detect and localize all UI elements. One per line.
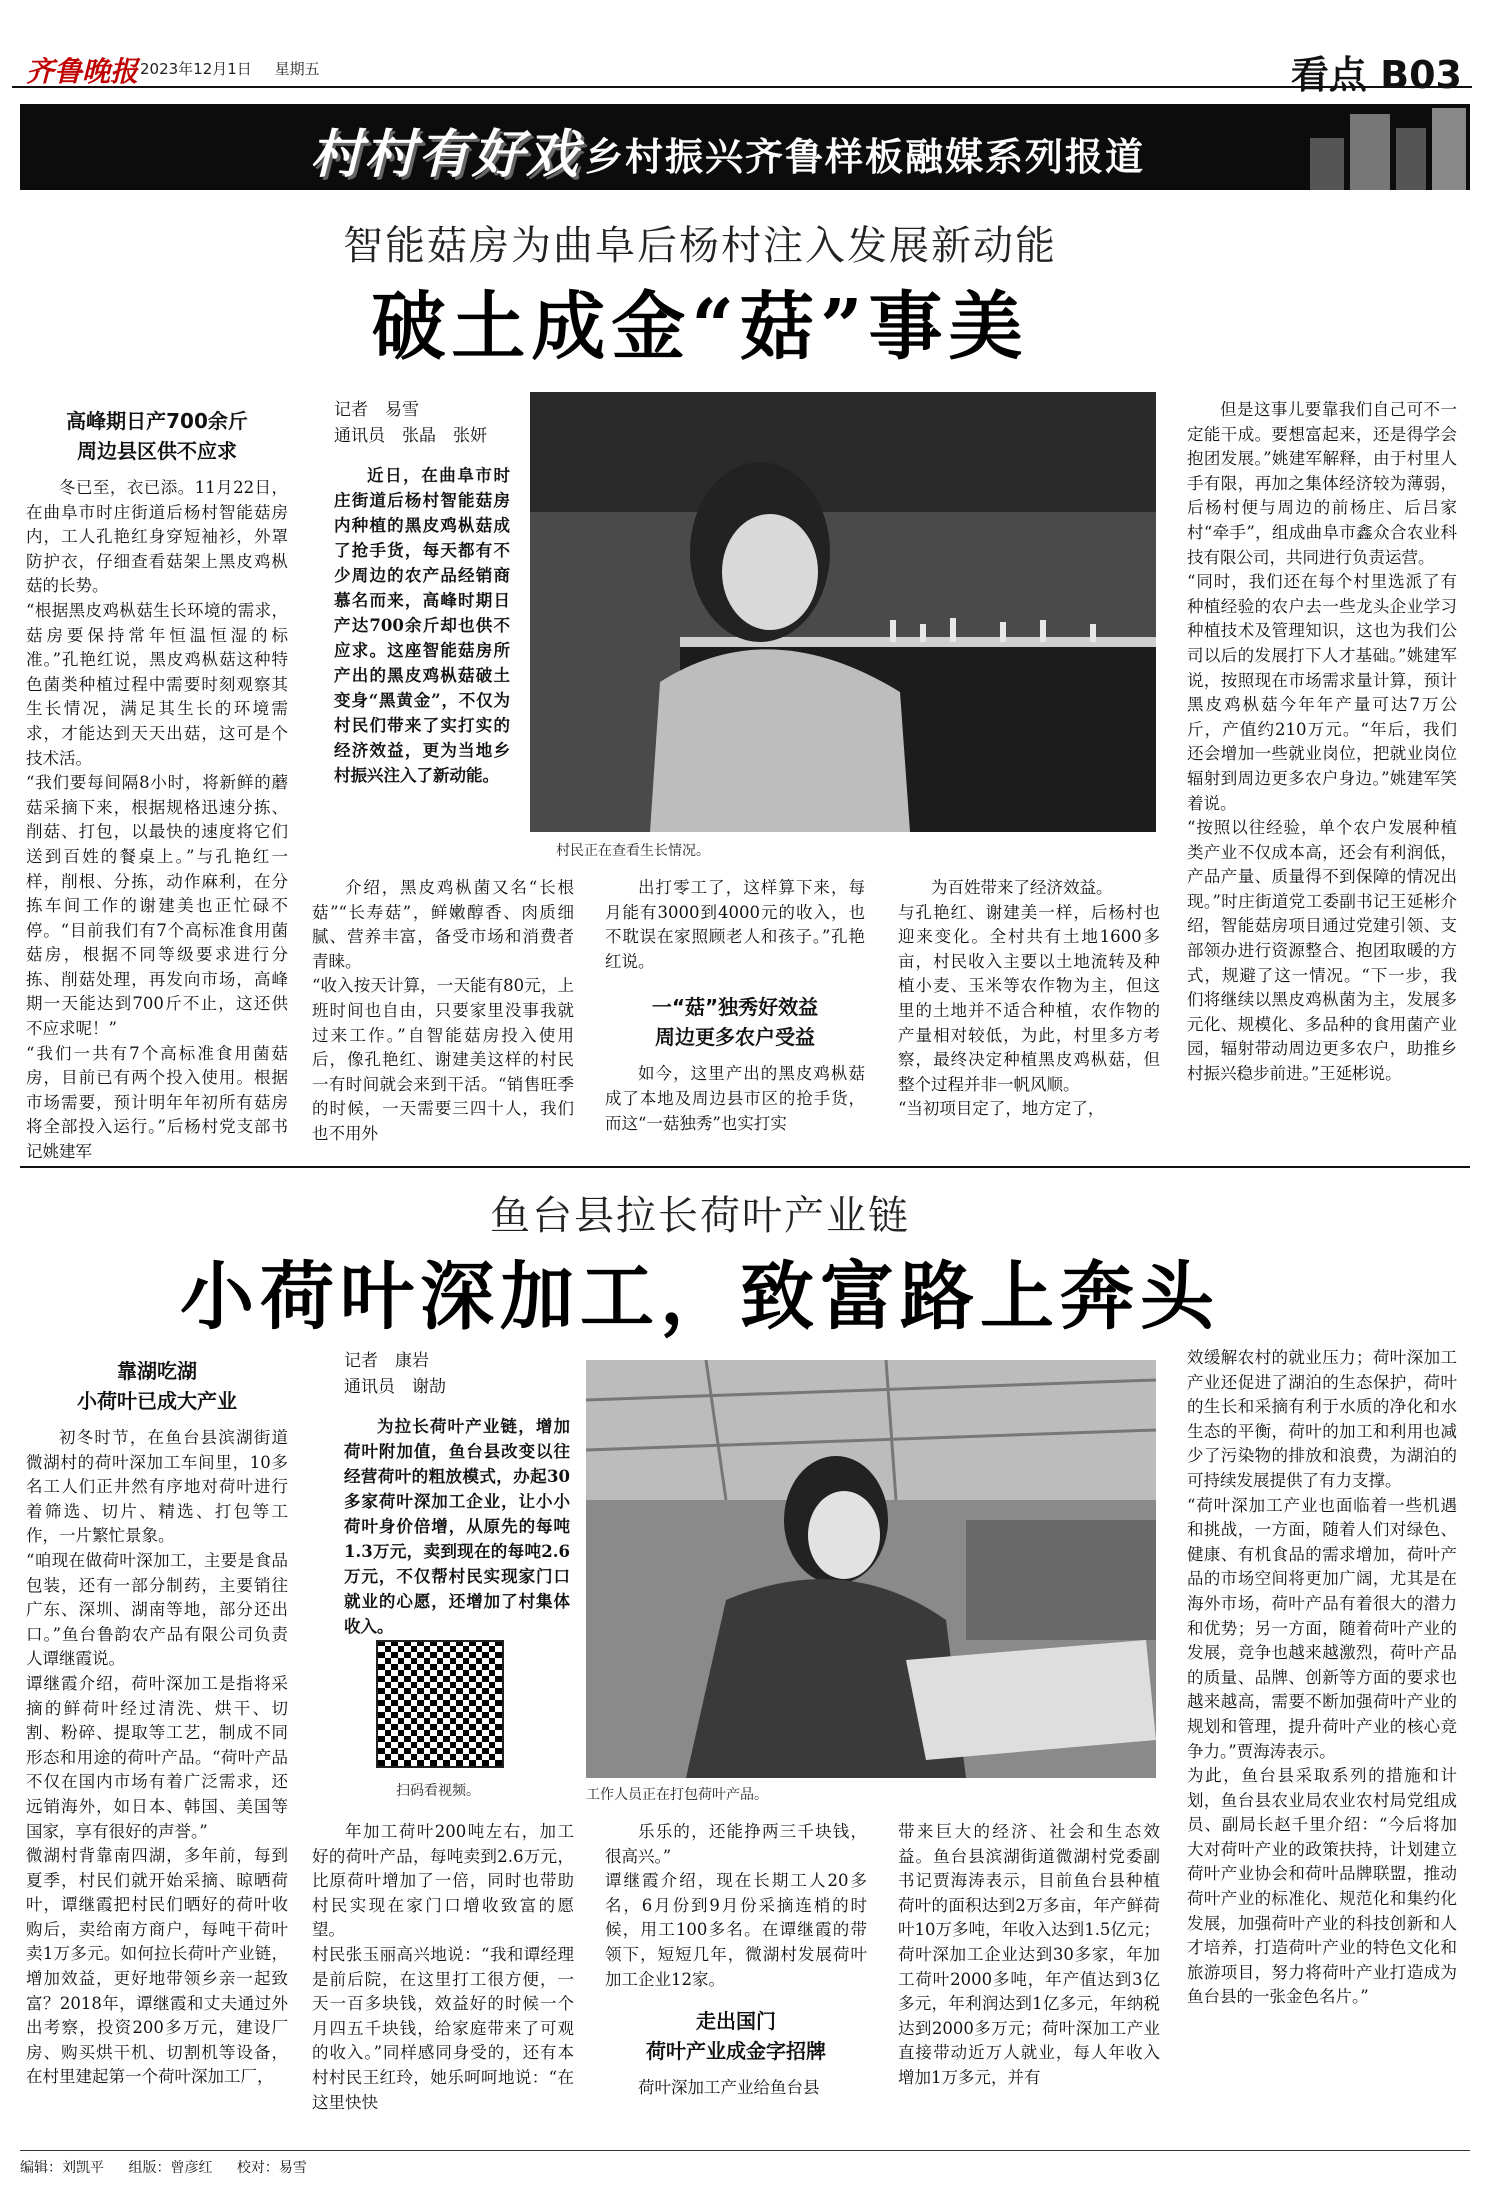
article1-reporter: 记者 易雪 (334, 400, 419, 420)
dateline (140, 58, 338, 79)
article2-column-3 (605, 1820, 867, 2101)
building-graphic (1350, 114, 1390, 190)
article2-lead: 为拉长荷叶产业链，增加荷叶附加值，鱼台县改变以往经营荷叶的粗放模式，办起30多家荷叶深加工企业，让小小荷叶身价倍增，从原先的每吨1.3万元，卖到现在的每吨2.6万元，不仅帮村民实现家门口就业的心愿，还增加了村集体收入。 (344, 1417, 570, 1636)
article1-section-head-2: 一“菇”独秀好效益 周边更多农户受益 (651, 995, 819, 1050)
article2-section-head-1: 靠湖吃湖 小荷叶已成大产业 (77, 1359, 237, 1413)
article1-column-1 (26, 400, 288, 1165)
masthead (12, 40, 1472, 97)
building-graphic (1396, 128, 1426, 190)
footer-proof: 校对：易雪 (236, 2160, 307, 2176)
article2-body-1: 初冬时节，在鱼台县滨湖街道微湖村的荷叶深加工车间里，10多名工人们正井然有序地对荷叶进行着筛选、切片、精选、打包等工作，一片繁忙景象。 “咱现在做荷叶深加工，主要是食品包装，还有一部分制药，主要销往广东、深圳、湖南等地，部分还出口。”鱼台鲁韵农产品有限公司负责人谭继霞说。 谭继霞介绍，荷叶深加工是指将采摘的鲜荷叶经过清洗、烘干、切割、粉碎、提取等工艺，制成不同形态和用途的荷叶产品。“荷叶产品不仅在国内市场有着广泛需求，还远销海外，如日本、韩国、美国等国家，享有很好的声誉。” 微湖村背靠南四湖，多年前，每到夏季，村民们就开始采摘、晾晒荷叶，谭继霞把村民们晒好的荷叶收购后，卖给南方商户，每吨干荷叶卖1万多元。如何拉长荷叶产业链，增加效益，更好地带领乡亲一起致富？2018年，谭继霞和丈夫通过外出考察，投资200多万元，建设厂房、购买烘干机、切割机等设备，在村里建起第一个荷叶深加工厂， (26, 1428, 288, 2087)
building-graphic (1310, 138, 1344, 190)
article1-lead: 近日，在曲阜市时庄街道后杨村智能菇房内种植的黑皮鸡枞菇成了抢手货，每天都有不少周边的农产品经销商慕名而来，高峰时期日产达700余斤却也供不应求。这座智能菇房所产出的黑皮鸡枞菇破土变身“黑黄金”，不仅为村民们带来了实打实的经济效益，更为当地乡村振兴注入了新动能。 (334, 466, 510, 785)
article2-column-5 (1187, 1346, 1457, 2010)
article2-section-head-2: 走出国门 荷叶产业成金字招牌 (646, 2009, 826, 2064)
article2-body-3b: 荷叶深加工产业给鱼台县 (638, 2078, 820, 2098)
building-graphic (1432, 108, 1466, 190)
article2-correspondent: 通讯员 谢劼 (344, 1377, 446, 1397)
article2-reporter: 记者 康岩 (344, 1351, 429, 1371)
article2-headline: 小荷叶深加工，致富路上奔头 (180, 1254, 1220, 1340)
issue-weekday: 星期五 (274, 60, 320, 78)
article1-body-2: 介绍，黑皮鸡枞菌又名“长根菇”“长寿菇”，鲜嫩醇香、肉质细腻、营养丰富，备受市场和消费者青睐。 “收入按天计算，一天能有80元，上班时间也自由，只要家里没事我就过来工作。”自智能菇房投入使用后，像孔艳红、谢建美这样的村民一有时间就会来到干活。“销售旺季的时候，一天需要三四十人，我们也不用外 (312, 878, 574, 1143)
lotus-workshop-photo (586, 1360, 1156, 1778)
footer-editor: 编辑：刘凯平 (20, 2160, 104, 2176)
article1-column-4 (898, 876, 1160, 1122)
article2-body-4: 带来巨大的经济、社会和生态效益。鱼台县滨湖街道微湖村党委副书记贾海涛表示，目前鱼台县种植荷叶的面积达到2万多亩，年产鲜荷叶10万多吨，年收入达到1.5亿元；荷叶深加工企业达到30多家，年加工荷叶2000多吨，年产值达到3亿多元，年利润达到1亿多元，年纳税达到2000多万元；荷叶深加工产业直接带动近万人就业，每人年收入增加1万多元，并有 (898, 1822, 1160, 2087)
series-title: 乡村振兴齐鲁样板融媒系列报道 (585, 135, 1146, 179)
article1-lead-block (334, 397, 510, 788)
article1-column-2 (312, 876, 574, 1147)
article1-body-3b: 如今，这里产出的黑皮鸡枞菇成了本地及周边县市区的抢手货，而这“一菇独秀”也实打实 (605, 1064, 865, 1133)
series-logo: 村村有好戏 (310, 125, 581, 185)
article2-photo (586, 1360, 1156, 1778)
newspaper-logo: 齐鲁晚报 (26, 55, 139, 88)
article2-photo-caption: 工作人员正在打包荷叶产品。 (586, 1787, 768, 1803)
article1-column-3 (605, 876, 865, 1136)
article2-body-5: 效缓解农村的就业压力；荷叶深加工产业还促进了湖泊的生态保护，荷叶的生长和采摘有利于水质的净化和水生态的平衡，荷叶的加工和利用也减少了污染物的排放和浪费，为湖泊的可持续发展提供了有力支撑。 “荷叶深加工产业也面临着一些机遇和挑战，一方面，随着人们对绿色、健康、有机食品的需求增加，荷叶产品的市场空间将更加广阔，尤其是在海外市场，荷叶产品有着很大的潜力和优势；另一方面，随着荷叶产业的发展，竞争也越来越激烈，荷叶产品的质量、品牌、创新等方面的要求也越来越高，需要不断加强荷叶产业的规划和管理，提升荷叶产业的核心竞争力。”贾海涛表示。 为此，鱼台县采取系列的措施和计划，鱼台县农业局农业农村局党组成员、副局长赵千里介绍：“今后将加大对荷叶产业的政策扶持，计划建立荷叶产业协会和荷叶品牌联盟，推动荷叶产业的标准化、规范化和集约化发展，加强荷叶产业的科技创新和人才培养，打造荷叶产业的特色文化和旅游项目，努力将荷叶产业打造成为鱼台县的一张金色名片。” (1187, 1348, 1457, 2007)
mushroom-farm-photo (530, 392, 1156, 832)
issue-date: 2023年12月1日 (140, 60, 252, 78)
article1-kicker: 智能菇房为曲阜后杨村注入发展新动能 (343, 223, 1057, 269)
page-code: 看点 B03 (1290, 53, 1462, 97)
article2-column-1 (26, 1350, 288, 2090)
article2-column-2 (312, 1820, 574, 2115)
article2-body-2: 年加工荷叶200吨左右，加工好的荷叶产品，每吨卖到2.6万元，比原荷叶增加了一倍，同时也带助村民实现在家门口增收致富的愿望。 村民张玉丽高兴地说：“我和谭经理是前后院，在这里打工很方便，一天一百多块钱，效益好的时候一个月四五千块钱，给家庭带来了可观的收入。”同样感同身受的，还有本村村民王红玲，她乐呵呵地说：“在这里快快 (312, 1822, 574, 2112)
article1-body-1: 冬已至，衣已添。11月22日，在曲阜市时庄街道后杨村智能菇房内，工人孔艳红身穿短袖衫，外罩防护衣，仔细查看菇架上黑皮鸡枞菇的长势。 “根据黑皮鸡枞菇生长环境的需求，菇房要保持常年恒温恒湿的标准。”孔艳红说，黑皮鸡枞菇这种特色菌类种植过程中需要时刻观察其生长情况，满足其生长的环境需求，才能达到天天出菇，这可是个技术活。 “我们要每间隔8小时，将新鲜的蘑菇采摘下来，根据规格迅速分拣、削菇、打包，以最快的速度将它们送到百姓的餐桌上。”与孔艳红一样，削根、分拣，动作麻利，在分拣车间工作的谢建美也正忙碌不停。“目前我们有7个高标准食用菌菇房，根据不同等级要求进行分拣、削菇处理，再发向市场，高峰期一天能达到700斤不止，这还供不应求呢！” “我们一共有7个高标准食用菌菇房，目前已有两个投入使用。根据市场需要，预计明年年初所有菇房将全部投入运行。”后杨村党支部书记姚建军 (26, 478, 288, 1162)
article1-body-3: 出打零工了，这样算下来，每月能有3000到4000元的收入，也不耽误在家照顾老人和孩子。”孔艳红说。 (605, 878, 865, 971)
article1-photo (530, 392, 1156, 832)
page-footer (20, 2150, 1470, 2177)
footer-layout: 组版：曾彦红 (128, 2160, 213, 2176)
article2-body-3: 乐乐的，还能挣两三千块钱，很高兴。” 谭继霞介绍，现在长期工人20多名，6月份到9月份采摘连梢的时候，用工100多名。在谭继霞的带领下，短短几年，微湖村发展荷叶加工企业12家。 (605, 1822, 867, 1989)
article2-lead-block (344, 1348, 570, 1639)
article1-photo-caption: 村民正在查看生长情况。 (556, 843, 710, 859)
article1-column-5 (1187, 398, 1457, 1087)
article2-column-4 (898, 1820, 1160, 2091)
section-divider (20, 1166, 1470, 1168)
article1-body-4: 为百姓带来了经济效益。 与孔艳红、谢建美一样，后杨村也迎来变化。全村共有土地1600多亩，村民收入主要以土地流转及种植小麦、玉米等农作物为主，但这里的土地并不适合种植，农作物的产量相对较低，为此，村里多方考察，最终决定种植黑皮鸡枞菇，但整个过程并非一帆风顺。 “当初项目定了，地方定了， (898, 878, 1160, 1119)
video-qr-code[interactable] (376, 1640, 504, 1768)
qr-caption: 扫码看视频。 (396, 1783, 480, 1799)
article1-headline: 破土成金“菇”事美 (371, 284, 1029, 370)
article1-correspondent: 通讯员 张晶 张妍 (334, 426, 487, 446)
series-banner (20, 104, 1470, 190)
article1-section-head-1: 高峰期日产700余斤 周边县区供不应求 (66, 409, 248, 463)
article2-kicker: 鱼台县拉长荷叶产业链 (490, 1193, 910, 1239)
article1-body-5: 但是这事儿要靠我们自己可不一定能干成。要想富起来，还是得学会抱团发展。”姚建军解释，由于村里人手有限，再加之集体经济较为薄弱，后杨村便与周边的前杨庄、后吕家村“牵手”，组成曲阜市鑫众合农业科技有限公司，共同进行负责运营。 “同时，我们还在每个村里选派了有种植经验的农户去一些龙头企业学习种植技术及管理知识，这也为我们公司以后的发展打下人才基础。”姚建军说，按照现在市场需求量计算，预计黑皮鸡枞菇今年年产量可达7万公斤，产值约210万元。“年后，我们还会增加一些就业岗位，把就业岗位辐射到周边更多农户身边。”姚建军笑着说。 “按照以往经验，单个农户发展种植类产业不仅成本高，还会有利润低，产品产量、质量得不到保障的情况出现。”时庄街道党工委副书记王延彬介绍，智能菇房项目通过党建引领、支部领办进行资源整合、抱团取暖的方式，规避了这一情况。“下一步，我们将继续以黑皮鸡枞菌为主，发展多元化、规模化、多品种的食用菌产业园，辐射带动周边更多农户，助推乡村振兴稳步前进。”王延彬说。 (1187, 400, 1457, 1084)
